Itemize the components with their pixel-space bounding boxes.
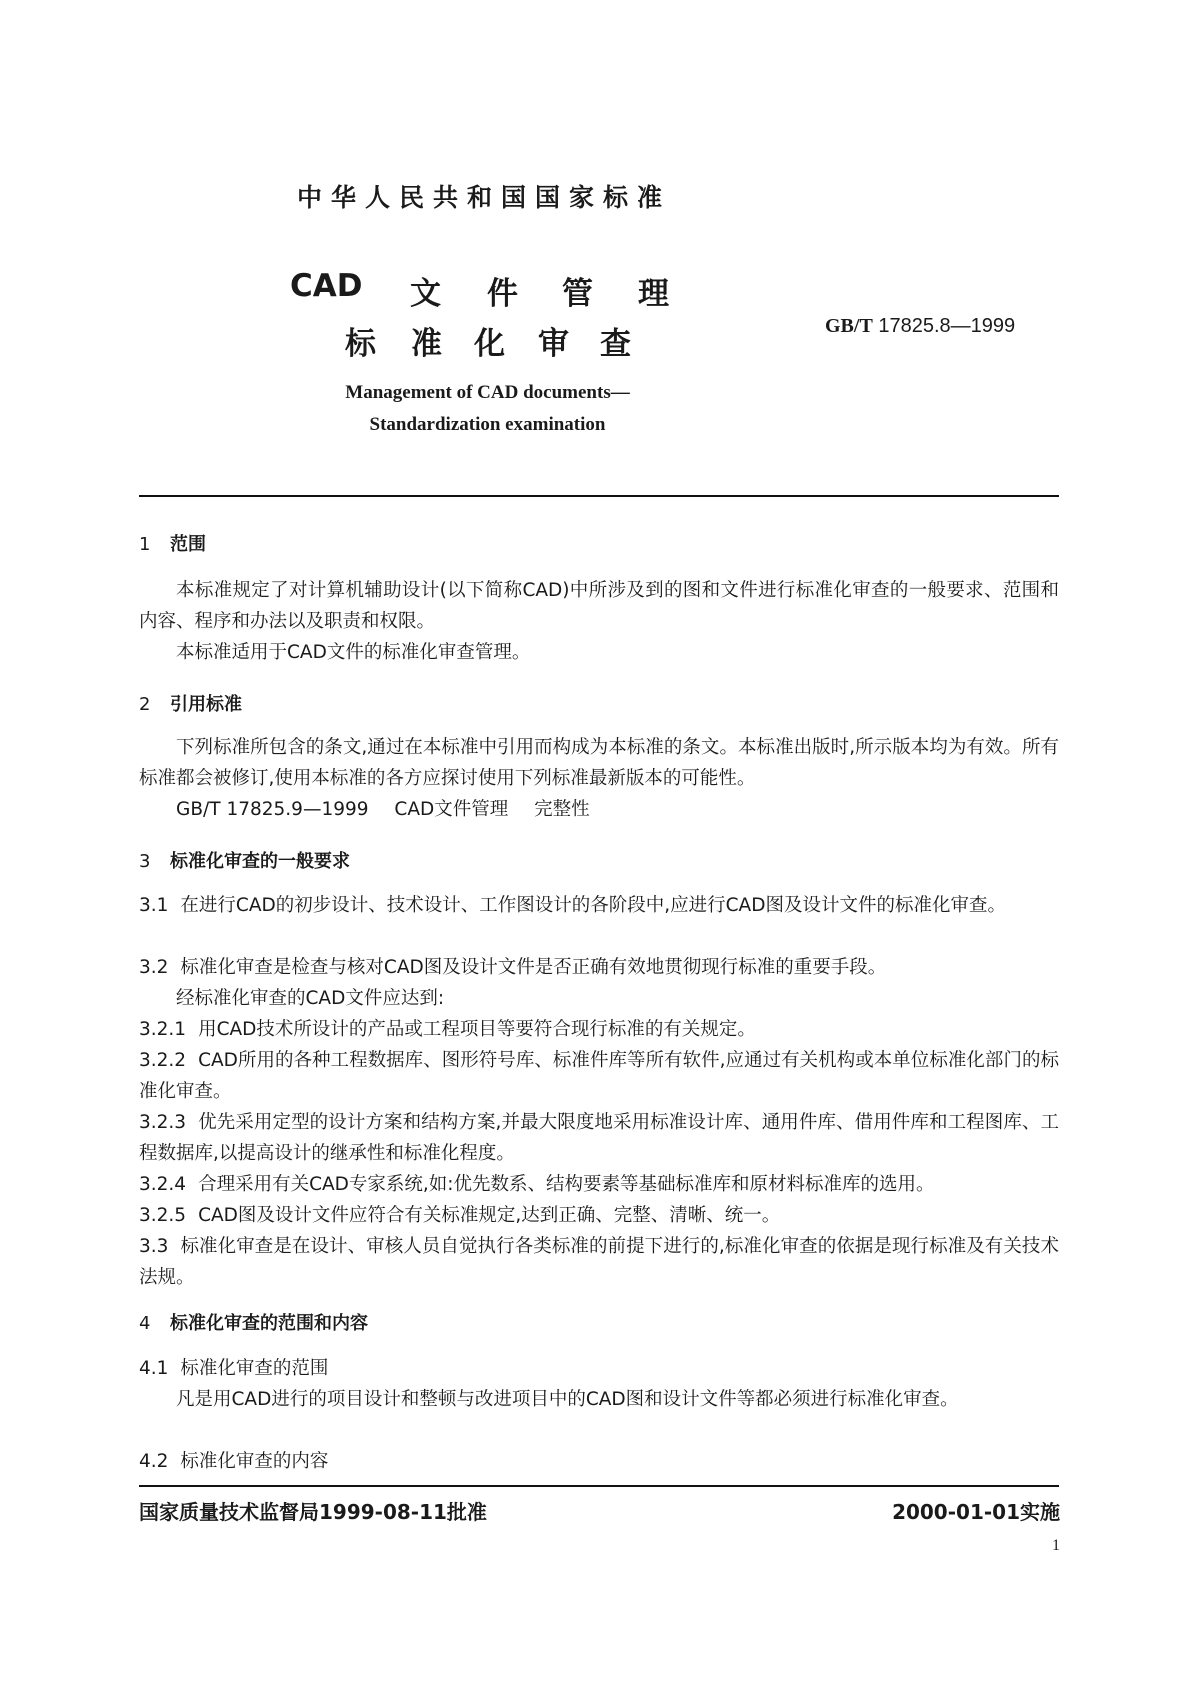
- section-number: 1: [139, 534, 151, 555]
- clause-3-2-3: [139, 1107, 1059, 1169]
- clause-number: 3.1: [139, 895, 169, 916]
- clause-title: 标准化审查的内容: [180, 1451, 329, 1472]
- clause-3-2-4: [139, 1169, 1059, 1200]
- title-char: 准: [411, 326, 442, 362]
- paragraph: 本标准适用于CAD文件的标准化审查管理。: [176, 642, 531, 663]
- clause-text: 用CAD技术所设计的产品或工程项目等要符合现行标准的有关规定。: [198, 1019, 756, 1040]
- page-number: 1: [1052, 1537, 1060, 1554]
- paragraph: 下列标准所包含的条文,通过在本标准中引用而构成为本标准的条文。本标准出版时,所示版本均为有效。所有标准都会被修订,使用本标准的各方应探讨使用下列标准最新版本的可能性。: [139, 737, 1059, 789]
- clause-3-2: [139, 952, 1059, 983]
- section-number: 2: [139, 694, 151, 715]
- clause-text: 在进行CAD的初步设计、技术设计、工作图设计的各阶段中,应进行CAD图及设计文件的标准化审查。: [180, 895, 1006, 916]
- header-divider: [139, 495, 1059, 497]
- title-char: 件: [487, 276, 518, 312]
- section-number: 4: [139, 1313, 151, 1334]
- footer-divider: [139, 1485, 1059, 1487]
- standard-code-number: 17825.8—1999: [878, 315, 1016, 337]
- clause-text: CAD所用的各种工程数据库、图形符号库、标准件库等所有软件,应通过有关机构或本单位标准化部门的标准化审查。: [139, 1050, 1059, 1102]
- clause-3-1: [139, 890, 1059, 921]
- clause-number: 3.2.5: [139, 1205, 187, 1226]
- standard-code-prefix: GB/T: [825, 315, 873, 337]
- clause-number: 3.2.2: [139, 1050, 187, 1071]
- section-4-heading: [139, 1309, 368, 1335]
- national-standard-title: 中华人民共和国国家标准: [297, 183, 672, 212]
- title-word-cad: CAD: [290, 268, 363, 304]
- reference-code: GB/T 17825.9—1999: [176, 799, 369, 820]
- clause-number: 3.2: [139, 957, 169, 978]
- clause-3-2-2: [139, 1045, 1059, 1107]
- clause-number: 4.2: [139, 1451, 169, 1472]
- clause-3-2-5: [139, 1200, 1059, 1231]
- clause-text: 合理采用有关CAD专家系统,如:优先数系、结构要素等基础标准库和原材料标准库的选用。: [198, 1174, 935, 1195]
- clause-number: 3.3: [139, 1236, 169, 1257]
- paragraph: 凡是用CAD进行的项目设计和整顿与改进项目中的CAD图和设计文件等都必须进行标准化审查。: [176, 1389, 959, 1410]
- title-char: 理: [638, 276, 669, 312]
- clause-text: CAD图及设计文件应符合有关标准规定,达到正确、完整、清晰、统一。: [198, 1205, 781, 1226]
- clause-number: 3.2.4: [139, 1174, 187, 1195]
- approval-date: 国家质量技术监督局1999-08-11批准: [139, 1500, 487, 1524]
- clause-4-2: [139, 1446, 1059, 1477]
- section-title: 引用标准: [170, 694, 242, 715]
- clause-4-1: [139, 1353, 1059, 1384]
- clause-text: 优先采用定型的设计方案和结构方案,并最大限度地采用标准设计库、通用件库、借用件库和工程图库、工程数据库,以提高设计的继承性和标准化程度。: [139, 1112, 1059, 1164]
- title-char: 化: [474, 326, 505, 362]
- clause-number: 3.2.1: [139, 1019, 187, 1040]
- title-char: 审: [538, 326, 569, 362]
- clause-3-2-1: [139, 1014, 1059, 1045]
- title-char: 标: [345, 326, 376, 362]
- paragraph: 本标准规定了对计算机辅助设计(以下简称CAD)中所涉及到的图和文件进行标准化审查的一般要求、范围和内容、程序和办法以及职责和权限。: [139, 580, 1059, 632]
- effective-date: 2000-01-01实施: [892, 1500, 1060, 1524]
- section-title: 范围: [170, 534, 206, 555]
- section-title: 标准化审查的范围和内容: [170, 1313, 368, 1334]
- clause-title: 标准化审查的范围: [180, 1358, 329, 1379]
- clause-number: 3.2.3: [139, 1112, 187, 1133]
- standard-code: [825, 315, 1015, 338]
- section-title: 标准化审查的一般要求: [170, 851, 350, 872]
- clause-text: 标准化审查是在设计、审核人员自觉执行各类标准的前提下进行的,标准化审查的依据是现行标准及有关技术法规。: [139, 1236, 1059, 1288]
- section-3-heading: [139, 847, 350, 873]
- title-char: 管: [562, 276, 593, 312]
- clause-text: 标准化审查是检查与核对CAD图及设计文件是否正确有效地贯彻现行标准的重要手段。: [180, 957, 887, 978]
- section-number: 3: [139, 851, 151, 872]
- clause-3-2-lead: 经标准化审查的CAD文件应达到:: [176, 988, 445, 1009]
- title-char: 文: [410, 276, 441, 312]
- referenced-standard: [139, 794, 1059, 825]
- clause-3-3: [139, 1231, 1059, 1293]
- english-title-line-2: Standardization examination: [369, 414, 606, 435]
- section-1-heading: [139, 530, 206, 556]
- title-char: 查: [600, 326, 631, 362]
- clause-number: 4.1: [139, 1358, 169, 1379]
- english-title-line-1: Management of CAD documents—: [345, 382, 630, 403]
- reference-title: CAD文件管理: [394, 799, 509, 820]
- reference-subtitle: 完整性: [534, 799, 590, 820]
- section-2-heading: [139, 690, 242, 716]
